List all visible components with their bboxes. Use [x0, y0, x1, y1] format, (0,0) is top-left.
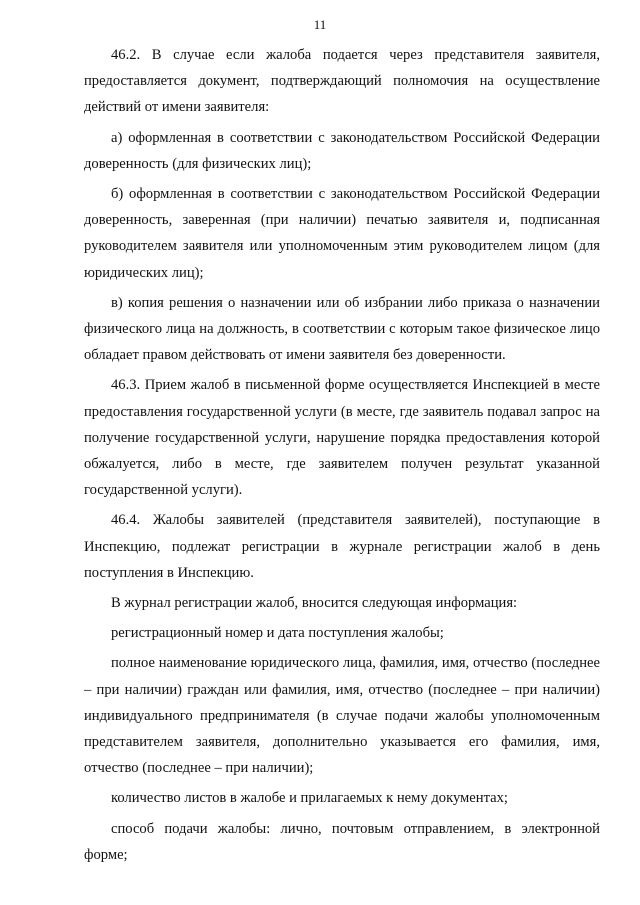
list-item-v: в) копия решения о назначении или об избрании либо приказа о назначении физического лица на должность, в соответствии с которым такое физическое лицо обладает правом действовать от имени заявителя без доверенности. — [84, 294, 600, 364]
journal-intro: В журнал регистрации жалоб, вносится следующая информация: — [111, 595, 518, 612]
page-number: 11 — [313, 17, 327, 32]
journal-item-submission-method: способ подачи жалобы: лично, почтовым отправлением, в электронной форме; — [84, 820, 600, 863]
paragraph-46-2: 46.2. В случае если жалоба подается через представителя заявителя, предоставляется документ, подтверждающий полномочия на осуществление действий от имени заявителя: — [84, 47, 600, 116]
paragraph-46-4: 46.4. Жалобы заявителей (представителя заявителей), поступающие в Инспекцию, подлежат регистрации в журнале регистрации жалоб в день поступления в Инспекцию. — [84, 512, 600, 581]
document-body — [84, 42, 600, 870]
journal-item-applicant-name: полное наименование юридического лица, фамилия, имя, отчество (последнее – при наличии) граждан или фамилия, имя, отчество (последнее – при наличии) индивидуального предпринимателя (в случае подачи жалобы уполномоченным представителем заявителя, дополнительно указывается его фамилия, имя, отчество (последнее – при наличии); — [84, 655, 600, 777]
journal-item-sheet-count: количество листов в жалобе и прилагаемых к нему документах; — [111, 790, 508, 807]
list-item-b: б) оформленная в соответствии с законодательством Российской Федерации доверенность, заверенная (при наличии) печатью заявителя и, подписанная руководителем заявителя или уполномоченным этим руководителем лицом (для юридических лиц); — [84, 186, 600, 281]
list-item-a: а) оформленная в соответствии с законодательством Российской Федерации доверенность (для физических лиц); — [84, 129, 600, 172]
paragraph-46-3: 46.3. Прием жалоб в письменной форме осуществляется Инспекцией в месте предоставления государственной услуги (в месте, где заявитель подавал запрос на получение государственной услуги, нарушение порядка предоставления которой обжалуется, либо в месте, где заявителем получен результат указанной государственной услуги). — [84, 377, 600, 499]
journal-item-registration: регистрационный номер и дата поступления жалобы; — [111, 625, 444, 642]
